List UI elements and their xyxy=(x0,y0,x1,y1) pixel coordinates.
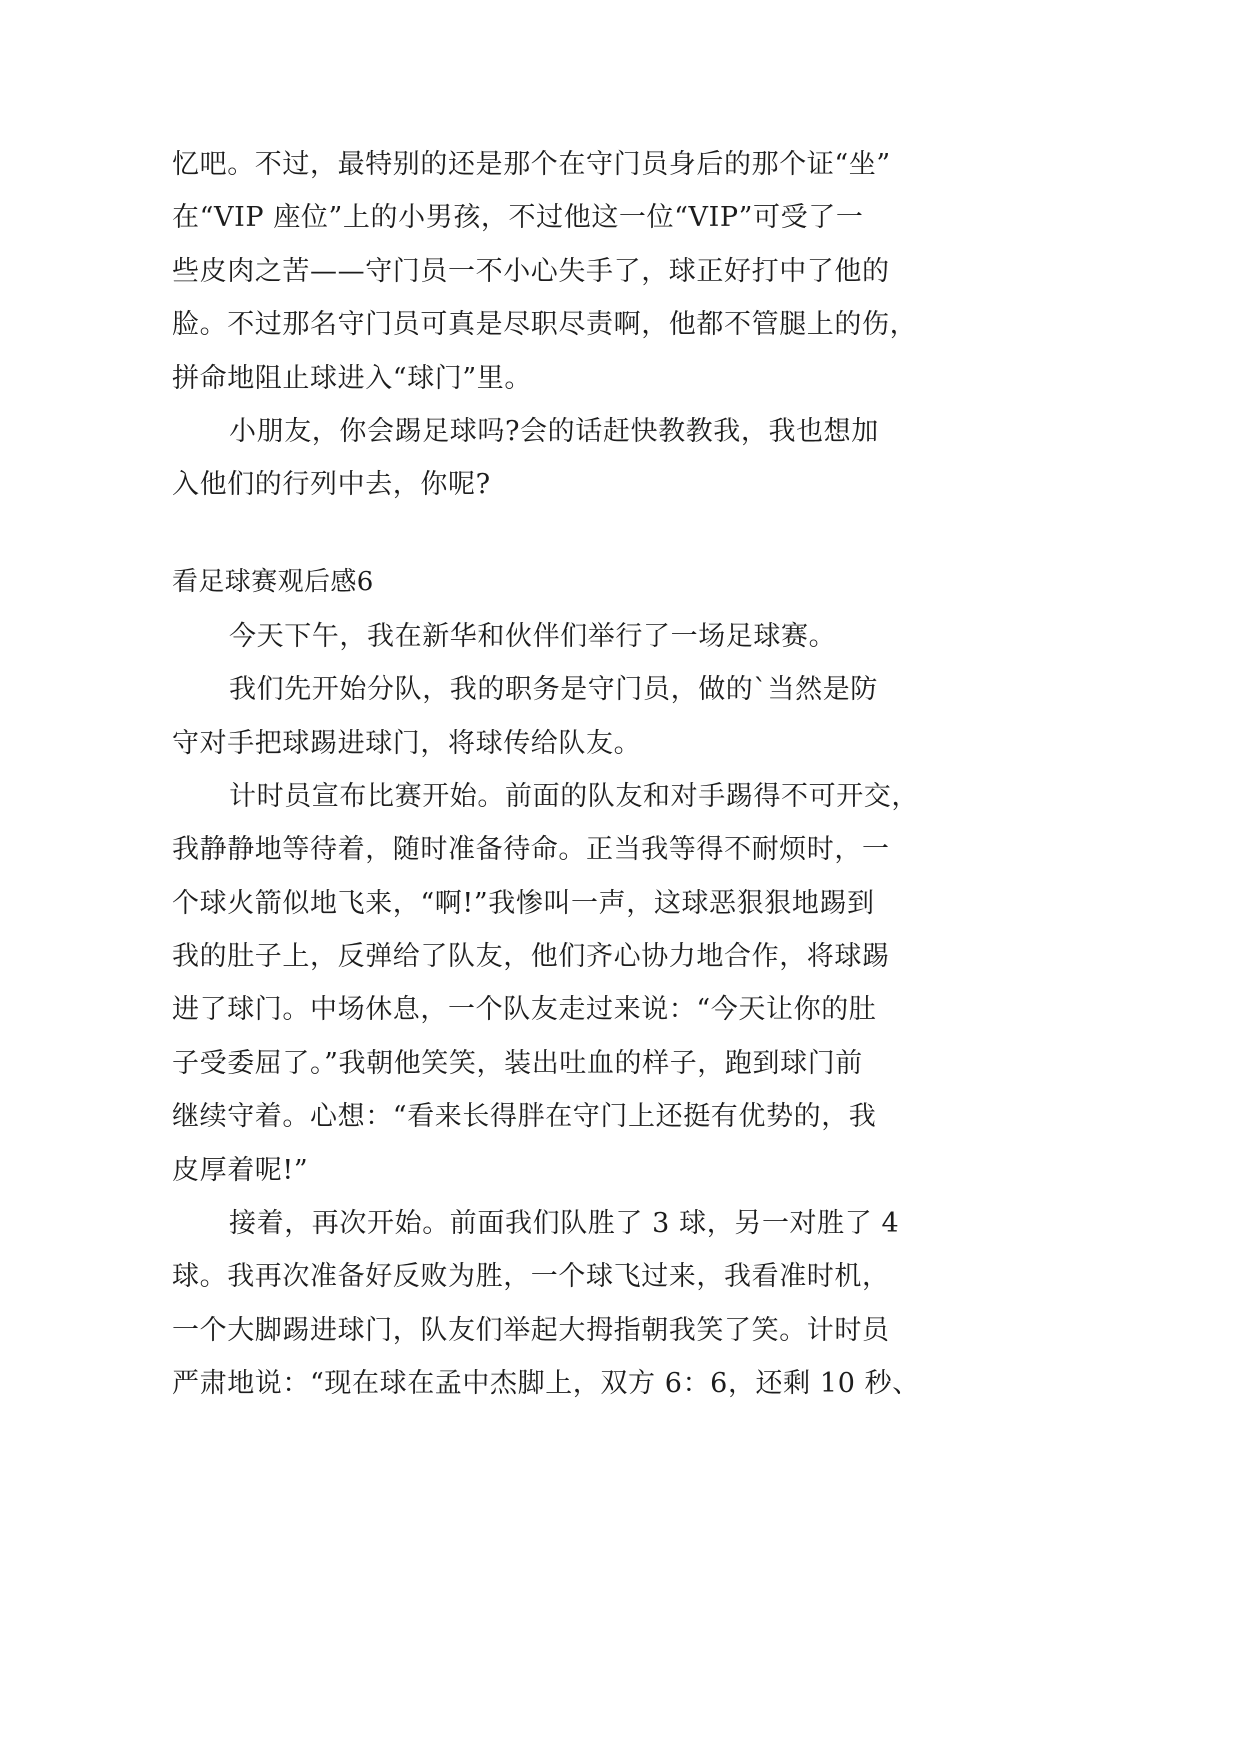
paragraph xyxy=(172,138,1072,405)
text-line: 小朋友，你会踢足球吗?会的话赶快教教我，我也想加 xyxy=(229,415,879,447)
text-line: 接着，再次开始。前面我们队胜了 3 球，另一对胜了 4 xyxy=(229,1208,900,1240)
text-line: 拼命地阻止球进入“球门”里。 xyxy=(172,362,533,394)
paragraph xyxy=(172,610,1072,663)
text-line: 进了球门。中场休息，一个队友走过来说：“今天让你的肚 xyxy=(172,994,877,1026)
document-body xyxy=(172,138,1072,1411)
paragraph xyxy=(172,663,1072,770)
text-line: 我们先开始分队，我的职务是守门员，做的`当然是防 xyxy=(229,674,878,706)
heading-text: 看足球赛观后感6 xyxy=(172,567,374,598)
text-line: 入他们的行列中去，你呢? xyxy=(172,469,491,501)
text-line: 个球火箭似地飞来，“啊!”我惨叫一声，这球恶狠狠地踢到 xyxy=(172,887,875,919)
text-line: 脸。不过那名守门员可真是尽职尽责啊，他都不管腿上的伤， xyxy=(172,309,918,341)
section-heading xyxy=(172,556,1072,609)
text-line: 在“VIP 座位”上的小男孩，不过他这一位“VIP”可受了一 xyxy=(172,202,864,234)
text-line: 继续守着。心想：“看来长得胖在守门上还挺有优势的，我 xyxy=(172,1101,877,1133)
text-line: 我静静地等待着，随时准备待命。正当我等得不耐烦时，一 xyxy=(172,834,890,866)
text-line: 子受委屈了。”我朝他笑笑，装出吐血的样子，跑到球门前 xyxy=(172,1047,863,1079)
text-line: 守对手把球踢进球门，将球传给队友。 xyxy=(172,727,642,759)
text-line: 球。我再次准备好反败为胜，一个球飞过来，我看准时机， xyxy=(172,1261,890,1293)
text-line: 皮厚着呢!” xyxy=(172,1154,309,1186)
paragraph xyxy=(172,405,1072,512)
paragraph xyxy=(172,770,1072,1197)
text-line: 些皮肉之苦——守门员一不小心失手了，球正好打中了他的 xyxy=(172,255,890,287)
text-line: 忆吧。不过，最特别的还是那个在守门员身后的那个证“坐” xyxy=(172,149,891,180)
text-line: 严肃地说：“现在球在孟中杰脚上，双方 6：6，还剩 10 秒、 xyxy=(172,1368,920,1400)
paragraph xyxy=(172,1197,1072,1411)
text-line: 今天下午，我在新华和伙伴们举行了一场足球赛。 xyxy=(229,620,837,652)
text-line: 我的肚子上，反弹给了队友，他们齐心协力地合作，将球踢 xyxy=(172,941,890,973)
text-line: 一个大脚踢进球门，队友们举起大拇指朝我笑了笑。计时员 xyxy=(172,1314,890,1346)
text-line: 计时员宣布比赛开始。前面的队友和对手踢得不可开交， xyxy=(229,780,919,812)
